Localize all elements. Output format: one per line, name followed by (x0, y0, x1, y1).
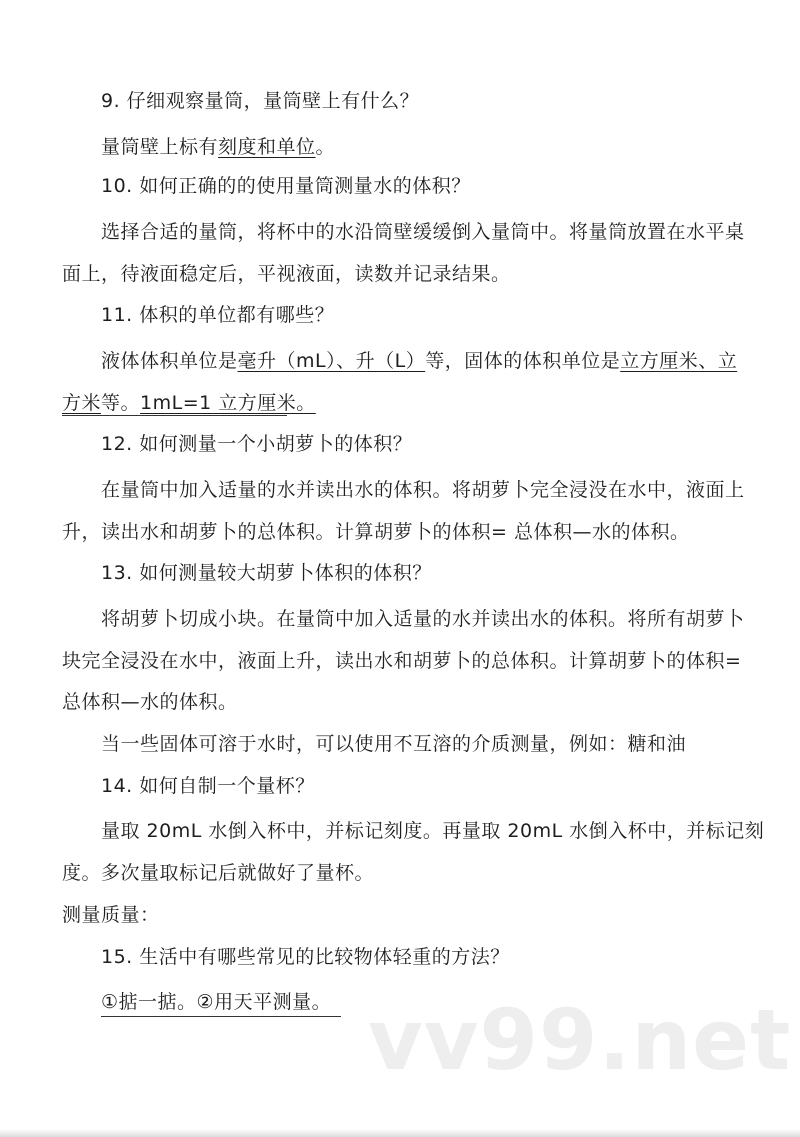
answer-11-solid-units: 立方厘米、立 (620, 350, 738, 372)
answer-11-line-2 (62, 391, 316, 415)
page-bottom-edge (0, 1129, 800, 1137)
question-12: 12. 如何测量一个小胡萝卜的体积？ (101, 433, 413, 455)
answer-10-line-2: 面上，待液面稳定后，平视液面，读数并记录结果。 (62, 263, 511, 285)
answer-15: ①掂一掂。②用天平测量。 (101, 991, 332, 1013)
question-14: 14. 如何自制一个量杯？ (101, 775, 315, 797)
answer-13-line-2: 块完全浸没在水中，液面上升，读出水和胡萝卜的总体积。计算胡萝卜的体积= (62, 650, 742, 672)
answer-11-line-1 (101, 349, 737, 373)
answer-11-solid-units-cont: 方米 (62, 392, 102, 414)
question-15: 15. 生活中有哪些常见的比较物体轻重的方法？ (101, 946, 510, 968)
answer-13-line-1: 将胡萝卜切成小块。在量筒中加入适量的水并读出水的体积。将所有胡萝卜 (101, 608, 745, 630)
answer-11-text-1: 液体体积单位是 (101, 350, 238, 372)
answer-12-line-1: 在量筒中加入适量的水并读出水的体积。将胡萝卜完全浸没在水中，液面上 (101, 479, 745, 501)
question-11: 11. 体积的单位都有哪些？ (101, 304, 335, 326)
answer-9 (101, 135, 335, 159)
answer-9-suffix: 。 (315, 136, 336, 158)
answer-9-underlined: 刻度和单位 (218, 136, 316, 158)
answer-13-note: 当一些固体可溶于水时，可以使用不互溶的介质测量，例如：糖和油 (101, 733, 687, 755)
answer-10-line-1: 选择合适的量筒，将杯中的水沿筒壁缓缓倒入量筒中。将量筒放置在水平桌 (101, 221, 745, 243)
answer-9-text: 量筒壁上标有 (101, 136, 219, 158)
answer-11-liquid-units: 毫升（mL）、升（L） (237, 350, 426, 372)
watermark: vv99.net (368, 991, 792, 1089)
answer-11-conversion: 1mL=1 立方厘米。 (140, 392, 316, 414)
answer-11-text-3: 等。 (101, 392, 141, 414)
section-heading-mass: 测量质量： (62, 904, 160, 926)
answer-14-line-1: 量取 20mL 水倒入杯中，并标记刻度。再量取 20mL 水倒入杯中，并标记刻 (101, 820, 765, 842)
answer-11-underline-rule (62, 415, 287, 416)
answer-11-text-2: 等，固体的体积单位是 (425, 350, 621, 372)
question-10: 10. 如何正确的的使用量筒测量水的体积？ (101, 175, 471, 197)
question-9: 9. 仔细观察量筒，量筒壁上有什么？ (101, 90, 420, 112)
question-13: 13. 如何测量较大胡萝卜体积的体积？ (101, 562, 432, 584)
answer-12-line-2: 升，读出水和胡萝卜的总体积。计算胡萝卜的体积= 总体积—水的体积。 (62, 521, 690, 543)
answer-15-underline-rule (101, 1016, 341, 1017)
answer-14-line-2: 度。多次量取标记后就做好了量杯。 (62, 862, 375, 884)
answer-13-line-3: 总体积—水的体积。 (62, 691, 238, 713)
